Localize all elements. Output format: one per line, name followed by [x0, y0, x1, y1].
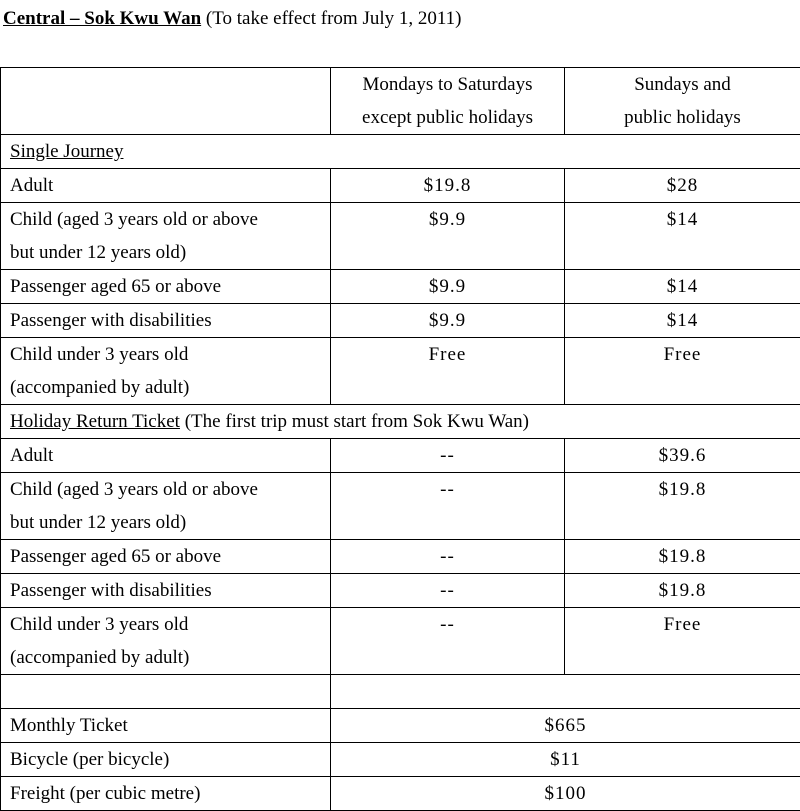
- holiday-fare-cell: $14: [565, 304, 800, 338]
- fare-label-cell: [1, 608, 331, 675]
- fare-label-cell: [1, 439, 331, 473]
- column-header-holiday-line: Sundays and: [574, 68, 791, 101]
- fare-label: Adult: [10, 439, 321, 472]
- table-row: [1, 203, 800, 270]
- fare-label-cell: [1, 169, 331, 203]
- holiday-fare-cell: $14: [565, 203, 800, 270]
- fare-label-cell: [1, 540, 331, 574]
- table-row: [1, 777, 800, 811]
- column-header-weekday: [331, 68, 565, 135]
- fare-label: Child (aged 3 years old or above: [10, 473, 321, 506]
- holiday-fare-cell: $14: [565, 270, 800, 304]
- other-fare-value: $100: [331, 777, 800, 811]
- other-fare-label: Freight (per cubic metre): [1, 777, 331, 811]
- section-row-holiday-return: [1, 405, 800, 439]
- fare-label: but under 12 years old): [10, 236, 321, 269]
- fare-label-cell: [1, 338, 331, 405]
- empty-cell: [331, 675, 800, 709]
- header-empty-cell: [1, 68, 331, 135]
- route-title: Central – Sok Kwu Wan: [3, 8, 201, 29]
- section-title-cell: [1, 135, 800, 169]
- fare-label: Child under 3 years old: [10, 608, 321, 641]
- fare-label-cell: [1, 304, 331, 338]
- fare-label: Passenger with disabilities: [10, 304, 321, 337]
- fare-label-cell: [1, 473, 331, 540]
- holiday-fare-cell: $39.6: [565, 439, 800, 473]
- weekday-fare-cell: $19.8: [331, 169, 565, 203]
- table-row: [1, 439, 800, 473]
- weekday-fare-cell: --: [331, 439, 565, 473]
- column-header-weekday-line: Mondays to Saturdays: [340, 68, 555, 101]
- table-row: [1, 608, 800, 675]
- table-row: [1, 743, 800, 777]
- effective-date-note: (To take effect from July 1, 2011): [206, 8, 462, 29]
- table-row: [1, 338, 800, 405]
- column-header-holiday: [565, 68, 800, 135]
- table-row: [1, 169, 800, 203]
- other-fare-label: Bicycle (per bicycle): [1, 743, 331, 777]
- weekday-fare-cell: --: [331, 473, 565, 540]
- section-row-single-journey: [1, 135, 800, 169]
- other-fare-value: $11: [331, 743, 800, 777]
- table-row: [1, 709, 800, 743]
- document-heading: [3, 3, 462, 35]
- fare-label: (accompanied by adult): [10, 371, 321, 404]
- weekday-fare-cell: Free: [331, 338, 565, 405]
- holiday-fare-cell: $19.8: [565, 574, 800, 608]
- fare-label: Passenger aged 65 or above: [10, 270, 321, 303]
- fare-label: Passenger with disabilities: [10, 574, 321, 607]
- weekday-fare-cell: $9.9: [331, 203, 565, 270]
- holiday-fare-cell: Free: [565, 608, 800, 675]
- holiday-fare-cell: Free: [565, 338, 800, 405]
- fare-table: [0, 67, 800, 811]
- weekday-fare-cell: $9.9: [331, 304, 565, 338]
- weekday-fare-cell: --: [331, 574, 565, 608]
- fare-label-cell: [1, 203, 331, 270]
- section-title-cell: [1, 405, 800, 439]
- spacer-row: [1, 675, 800, 709]
- fare-label: Child under 3 years old: [10, 338, 321, 371]
- fare-label: Child (aged 3 years old or above: [10, 203, 321, 236]
- fare-label: but under 12 years old): [10, 506, 321, 539]
- fare-label: (accompanied by adult): [10, 641, 321, 674]
- weekday-fare-cell: --: [331, 540, 565, 574]
- table-row: [1, 304, 800, 338]
- fare-label-cell: [1, 270, 331, 304]
- holiday-fare-cell: $19.8: [565, 473, 800, 540]
- table-row: [1, 574, 800, 608]
- column-header-holiday-line: public holidays: [574, 101, 791, 134]
- column-header-weekday-line: except public holidays: [340, 101, 555, 134]
- section-note-holiday-return: (The first trip must start from Sok Kwu Wan): [180, 411, 529, 432]
- fare-table-header-row: [1, 68, 800, 135]
- other-fare-label: Monthly Ticket: [1, 709, 331, 743]
- fare-label: Passenger aged 65 or above: [10, 540, 321, 573]
- fare-label: Adult: [10, 169, 321, 202]
- section-title-holiday-return: Holiday Return Ticket: [10, 411, 180, 432]
- holiday-fare-cell: $19.8: [565, 540, 800, 574]
- section-title-single-journey: Single Journey: [10, 141, 123, 162]
- other-fare-value: $665: [331, 709, 800, 743]
- weekday-fare-cell: --: [331, 608, 565, 675]
- table-row: [1, 270, 800, 304]
- fare-label-cell: [1, 574, 331, 608]
- weekday-fare-cell: $9.9: [331, 270, 565, 304]
- table-row: [1, 540, 800, 574]
- empty-cell: [1, 675, 331, 709]
- holiday-fare-cell: $28: [565, 169, 800, 203]
- table-row: [1, 473, 800, 540]
